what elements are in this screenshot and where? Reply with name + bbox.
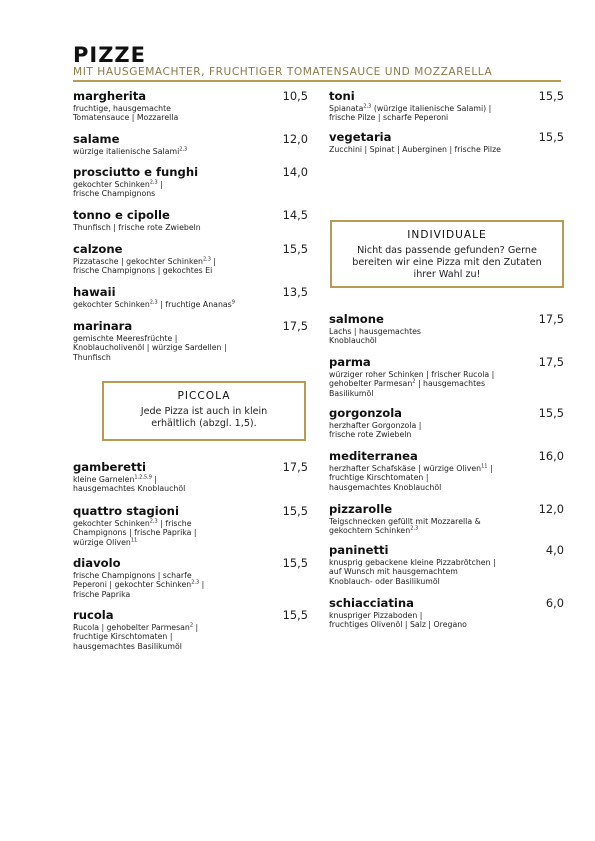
menu-item-name: diavolo xyxy=(73,556,121,570)
menu-item-price: 15,5 xyxy=(538,406,564,420)
menu-item-description: Thunfisch | frische rote Zwiebeln xyxy=(73,223,201,232)
menu-item-price: 14,5 xyxy=(282,208,308,222)
menu-item-price: 12,0 xyxy=(538,502,564,516)
menu-item-name: margherita xyxy=(73,89,147,103)
piccola-info-box xyxy=(102,381,306,441)
menu-item xyxy=(73,286,308,309)
menu-item-price: 17,5 xyxy=(538,312,564,326)
menu-item xyxy=(329,313,564,346)
individuale-box-title: INDIVIDUALE xyxy=(407,229,487,241)
menu-item-name: paninetti xyxy=(329,543,389,557)
menu-item xyxy=(73,209,308,232)
menu-item-description: Zucchini | Spinat | Auberginen | frische Pilze xyxy=(329,145,501,154)
menu-item-name: prosciutto e funghi xyxy=(73,165,199,179)
menu-item-name: marinara xyxy=(73,319,133,333)
menu-item-name: gamberetti xyxy=(73,460,147,474)
menu-item xyxy=(73,133,308,156)
menu-item-name: tonno e cipolle xyxy=(73,208,170,222)
menu-item-price: 15,5 xyxy=(282,242,308,256)
menu-item-description: gekochter Schinken$^{2,3}$ | frische Champignons xyxy=(73,179,163,199)
menu-item-description: würziger roher Schinken | frischer Rucola | gehobelter Parmesan$^2$ | hausgemachtes Basilikumöl xyxy=(329,370,495,398)
page-title: PIZZE xyxy=(73,43,147,67)
menu-item xyxy=(329,407,564,440)
menu-item xyxy=(73,461,308,494)
menu-item-name: gorgonzola xyxy=(329,406,403,420)
menu-item-description: frische Champignons | scharfe Peperoni | gekochter Schinken$^{2,3}$ | frische Paprika xyxy=(73,571,205,599)
menu-item-description: Lachs | hausgemachtes Knoblauchöl xyxy=(329,327,421,346)
menu-item-name: toni xyxy=(329,89,355,103)
menu-item-name: vegetaria xyxy=(329,130,392,144)
menu-item-price: 17,5 xyxy=(282,460,308,474)
menu-item-description: fruchtige, hausgemachte Tomatensauce | Mozzarella xyxy=(73,104,179,123)
page-subtitle: MIT HAUSGEMACHTER, FRUCHTIGER TOMATENSAUCE UND MOZZARELLA xyxy=(73,66,493,78)
menu-item xyxy=(73,505,308,547)
menu-item-description: gekochter Schinken$^{2,3}$ | fruchtige Ananas$^9$ xyxy=(73,299,235,309)
menu-item xyxy=(329,503,564,536)
individuale-box-text: Nicht das passende gefunden? Gerne bereiten wir eine Pizza mit den Zutaten ihrer Wahl zu! xyxy=(352,245,542,280)
menu-item-price: 15,5 xyxy=(282,556,308,570)
piccola-box-title: PICCOLA xyxy=(177,390,231,402)
menu-item-name: salmone xyxy=(329,312,384,326)
menu-item-price: 16,0 xyxy=(538,449,564,463)
menu-item xyxy=(73,557,308,599)
menu-item-price: 12,0 xyxy=(282,132,308,146)
piccola-box-text: Jede Pizza ist auch in klein erhältlich (abzgl. 1,5). xyxy=(140,406,268,429)
menu-item-price: 15,5 xyxy=(538,89,564,103)
menu-item-description: knuspriger Pizzaboden | fruchtiges Olivenöl | Salz | Oregano xyxy=(329,611,467,630)
menu-item xyxy=(329,90,564,123)
menu-item xyxy=(73,243,308,276)
menu-item xyxy=(73,609,308,651)
menu-item-description: Pizzatasche | gekochter Schinken$^{2,3}$ | frische Champignons | gekochtes Ei xyxy=(73,256,217,276)
menu-item-description: Rucola | gehobelter Parmesan$^2$ | fruchtige Kirschtomaten | hausgemachtes Basilikumöl xyxy=(73,622,199,651)
menu-item-name: mediterranea xyxy=(329,449,418,463)
menu-item xyxy=(73,320,308,362)
menu-item-name: calzone xyxy=(73,242,123,256)
menu-item-price: 13,5 xyxy=(282,285,308,299)
menu-item-description: herzhafter Schafskäse | würzige Oliven$^{11}$ | fruchtige Kirschtomaten | hausgemachtes Knoblauchöl xyxy=(329,463,493,492)
menu-item xyxy=(329,356,564,398)
menu-item-price: 17,5 xyxy=(282,319,308,333)
menu-item-price: 15,5 xyxy=(282,504,308,518)
menu-item-name: quattro stagioni xyxy=(73,504,179,518)
menu-item-name: parma xyxy=(329,355,371,369)
menu-item xyxy=(329,131,564,154)
menu-item-price: 14,0 xyxy=(282,165,308,179)
menu-item-description: herzhafter Gorgonzola | frische rote Zwiebeln xyxy=(329,421,422,440)
title-divider xyxy=(73,80,561,82)
menu-item-description: gemischte Meeresfrüchte | Knoblaucholivenöl | würzige Sardellen | Thunfisch xyxy=(73,334,227,362)
menu-item xyxy=(73,90,308,123)
menu-item-name: salame xyxy=(73,132,120,146)
menu-item-price: 17,5 xyxy=(538,355,564,369)
menu-item-name: rucola xyxy=(73,608,114,622)
menu-item-description: knusprig gebackene kleine Pizzabrötchen | auf Wunsch mit hausgemachtem Knoblauch- oder Basilikumöl xyxy=(329,558,496,586)
menu-item-description: kleine Garnelen$^{1,2,5,9}$ | hausgemachtes Knoblauchöl xyxy=(73,474,186,494)
menu-item-price: 15,5 xyxy=(282,608,308,622)
menu-item-price: 6,0 xyxy=(545,596,564,610)
menu-item xyxy=(73,166,308,199)
menu-item xyxy=(329,597,564,630)
menu-item-price: 4,0 xyxy=(545,543,564,557)
menu-item-name: schiacciatina xyxy=(329,596,414,610)
individuale-info-box xyxy=(330,220,564,288)
menu-item-price: 10,5 xyxy=(282,89,308,103)
menu-item-name: hawaii xyxy=(73,285,116,299)
menu-item xyxy=(329,544,564,586)
menu-item-price: 15,5 xyxy=(538,130,564,144)
menu-item xyxy=(329,450,564,492)
menu-item-description: Teigschnecken gefüllt mit Mozzarella & gekochtem Schinken$^{2,3}$ xyxy=(329,517,481,536)
menu-item-description: gekochter Schinken$^{2,3}$ | frische Champignons | frische Paprika | würzige Oliven$^{11}$ xyxy=(73,518,197,547)
menu-item-description: Spianata$^{2,3}$ (würzige italienische Salami) | frische Pilze | scharfe Peperoni xyxy=(329,103,492,123)
menu-item-description: würzige italienische Salami$^{2,3}$ xyxy=(73,146,188,156)
menu-item-name: pizzarolle xyxy=(329,502,393,516)
